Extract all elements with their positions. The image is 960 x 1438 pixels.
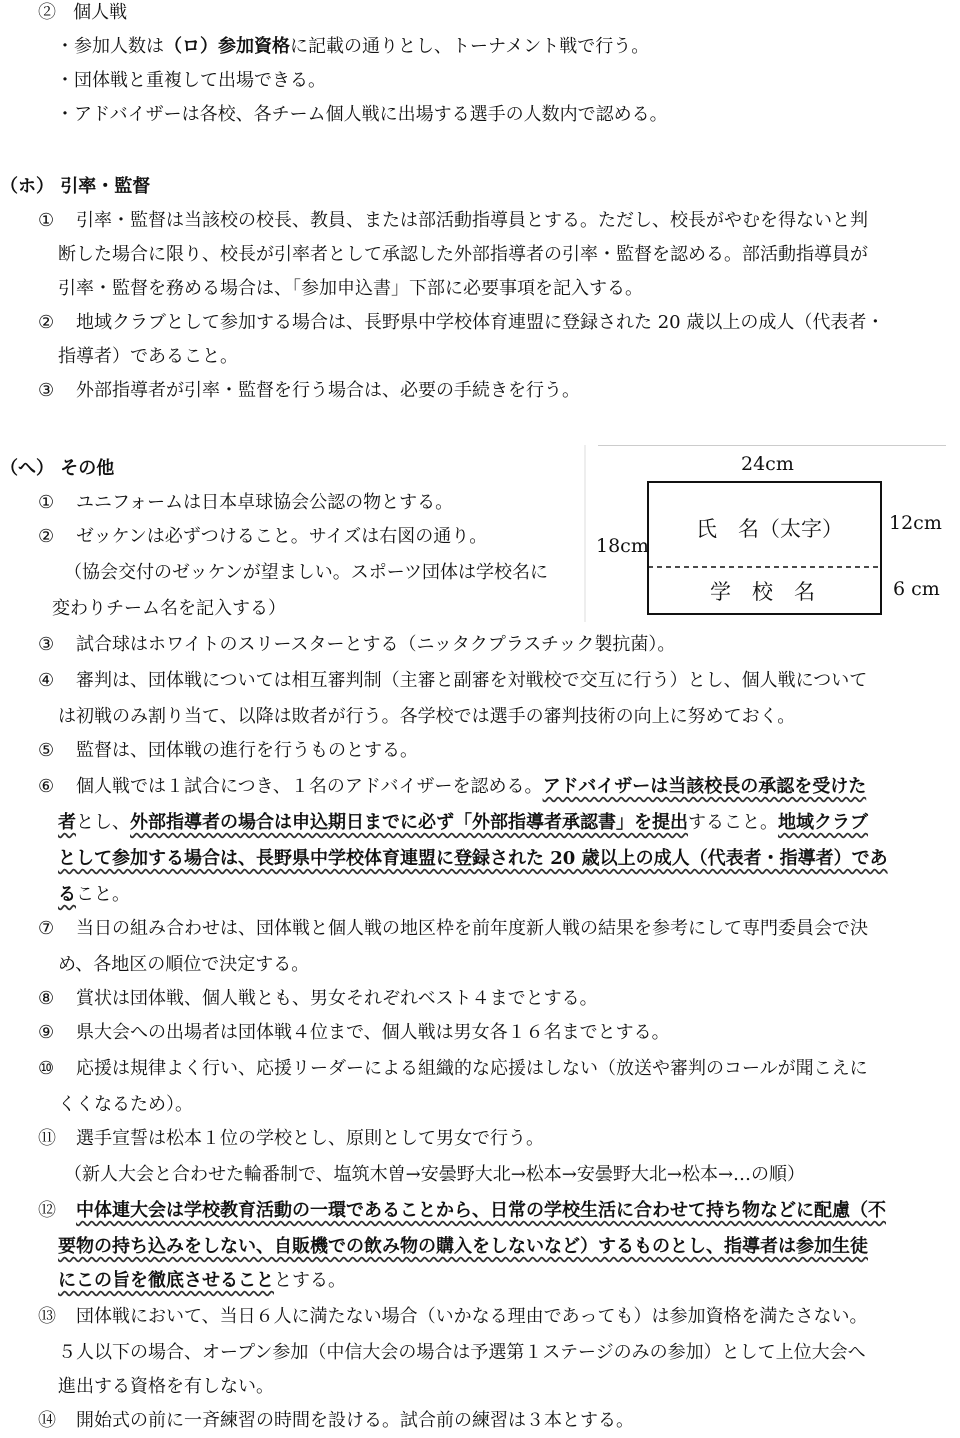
paragraph-line: ること。 <box>58 884 130 905</box>
paragraph-line: 者とし、外部指導者の場合は申込期日までに必ず「外部指導者承認書」を提出すること。地域クラブ <box>58 812 868 833</box>
paragraph-line: 引率・監督を務める場合は、「参加申込書」下部に必要事項を記入する。 <box>58 278 643 299</box>
paragraph-line: 地域クラブとして参加する場合は、長野県中学校体育連盟に登録された 20 歳以上の成人（代表者・ <box>76 312 885 333</box>
bullet-line: ・参加人数は（ロ）参加資格に記載の通りとし、トーナメント戦で行う。 <box>56 36 650 57</box>
section-he-heading: （へ） その他 <box>0 458 115 479</box>
underlined-text: として参加する場合は、長野県中学校体育連盟に登録された 20 歳以上の成人（代表者・指導者）であ <box>58 848 888 869</box>
underlined-text: 要物の持ち込みをしない、自販機での飲み物の購入をしないなど）するものとし、指導者は参加生徒 <box>58 1236 868 1257</box>
item-number: ① <box>38 492 55 513</box>
paragraph-line: 県大会への出場者は団体戦４位まで、個人戦は男女各１６名までとする。 <box>76 1022 670 1043</box>
zekken-size-figure <box>584 445 946 622</box>
paragraph-line: は初戦のみ割り当て、以降は敗者が行う。各学校では選手の審判技術の向上に努めておく。 <box>58 706 796 727</box>
section-ro-2-heading <box>38 0 127 30</box>
underlined-text: 地域クラブ <box>778 812 868 833</box>
paragraph-line: ユニフォームは日本卓球協会公認の物とする。 <box>76 492 454 513</box>
item-number: ② <box>38 2 56 23</box>
zekken-height-label: 18cm <box>596 535 649 557</box>
paragraph-line: （新人大会と合わせた輪番制で、塩筑木曽→安曇野大北→松本→安曇野大北→松本→…の順） <box>64 1164 806 1185</box>
item-number: ③ <box>38 634 55 655</box>
zekken-school-field: 学 校 名 <box>710 580 815 604</box>
section-ho-heading: （ホ） 引率・監督 <box>0 176 151 197</box>
paragraph-line: 団体戦において、当日６人に満たない場合（いかなる理由であっても）は参加資格を満たさない。 <box>76 1306 868 1327</box>
paragraph-line: 進出する資格を有しない。 <box>58 1376 274 1397</box>
bullet-line: ・団体戦と重複して出場できる。 <box>56 70 326 91</box>
paragraph-line: 審判は、団体戦については相互審判制（主審と副審を対戦校で交互に行う）とし、個人戦について <box>76 670 868 691</box>
paragraph-line: 監督は、団体戦の進行を行うものとする。 <box>76 740 418 761</box>
item-number: ⑧ <box>38 988 55 1009</box>
item-number: ③ <box>38 380 55 401</box>
paragraph-line: ５人以下の場合、オープン参加（中信大会の場合は予選第１ステージのみの参加）として上位大会へ <box>58 1342 866 1363</box>
paragraph-line: 当日の組み合わせは、団体戦と個人戦の地区枠を前年度新人戦の結果を参考にして専門委員会で決 <box>76 918 868 939</box>
underlined-text: 外部指導者の場合は申込期日までに必ず「外部指導者承認書」を提出 <box>130 812 688 833</box>
paragraph-line: 外部指導者が引率・監督を行う場合は、必要の手続きを行う。 <box>76 380 580 401</box>
paragraph-line: ゼッケンは必ずつけること。サイズは右図の通り。 <box>76 526 488 547</box>
item-number: ② <box>38 526 55 547</box>
paragraph-line <box>76 1194 886 1228</box>
zekken-bottom-height-label: 6 cm <box>893 578 940 600</box>
paragraph-line: にこの旨を徹底させることとする。 <box>58 1270 346 1291</box>
bullet-line: ・アドバイザーは各校、各チーム個人戦に出場する選手の人数内で認める。 <box>56 104 668 125</box>
item-number: ④ <box>38 670 55 691</box>
paragraph-line: 変わりチーム名を記入する） <box>52 598 286 619</box>
item-number: ⑦ <box>38 918 55 939</box>
paragraph-line: め、各地区の順位で決定する。 <box>58 954 310 975</box>
paragraph-line: 指導者）であること。 <box>58 346 238 367</box>
item-number: ⑪ <box>38 1128 56 1149</box>
paragraph-line: 断した場合に限り、校長が引率者として承認した外部指導者の引率・監督を認める。部活動指導員が <box>58 244 868 265</box>
item-number: ⑨ <box>38 1022 55 1043</box>
paragraph-line <box>58 842 888 876</box>
paragraph-line <box>58 1230 868 1264</box>
item-number: ② <box>38 312 55 333</box>
item-number: ⑥ <box>38 776 55 797</box>
item-number: ① <box>38 210 55 231</box>
underlined-text: 中体連大会は学校教育活動の一環であることから、日常の学校生活に合わせて持ち物などに配慮（不 <box>76 1200 886 1221</box>
item-number: ⑭ <box>38 1410 56 1431</box>
underlined-text: にこの旨を徹底させること <box>58 1270 274 1291</box>
paragraph-line: くくなるため）。 <box>58 1094 193 1115</box>
paragraph-line: 開始式の前に一斉練習の時間を設ける。試合前の練習は３本とする。 <box>76 1410 634 1431</box>
underlined-text: アドバイザーは当該校長の承認を受けた <box>542 776 867 797</box>
paragraph-line: 賞状は団体戦、個人戦とも、男女それぞれベスト４までとする。 <box>76 988 598 1009</box>
paragraph-line: 応援は規律よく行い、応援リーダーによる組織的な応援はしない（放送や審判のコールが聞こえに <box>76 1058 868 1079</box>
paragraph-line: 試合球はホワイトのスリースターとする（ニッタクプラスチック製抗菌）。 <box>76 634 676 655</box>
zekken-top-height-label: 12cm <box>889 512 942 534</box>
section-title: 個人戦 <box>73 2 128 23</box>
item-number: ⑫ <box>38 1200 56 1221</box>
paragraph-line: 引率・監督は当該校の校長、教員、または部活動指導員とする。ただし、校長がやむを得ないと判 <box>76 210 868 231</box>
paragraph-line: （協会交付のゼッケンが望ましい。スポーツ団体は学校名に <box>64 562 549 583</box>
item-number: ⑤ <box>38 740 55 761</box>
item-number: ⑬ <box>38 1306 56 1327</box>
paragraph-line: 個人戦では１試合につき、１名のアドバイザーを認める。アドバイザーは当該校長の承認を受けた <box>76 776 867 797</box>
zekken-width-label: 24cm <box>741 453 794 475</box>
item-number: ⑩ <box>38 1058 55 1079</box>
zekken-name-field: 氏 名（太字） <box>696 517 843 541</box>
paragraph-line: 選手宣誓は松本１位の学校とし、原則として男女で行う。 <box>76 1128 544 1149</box>
